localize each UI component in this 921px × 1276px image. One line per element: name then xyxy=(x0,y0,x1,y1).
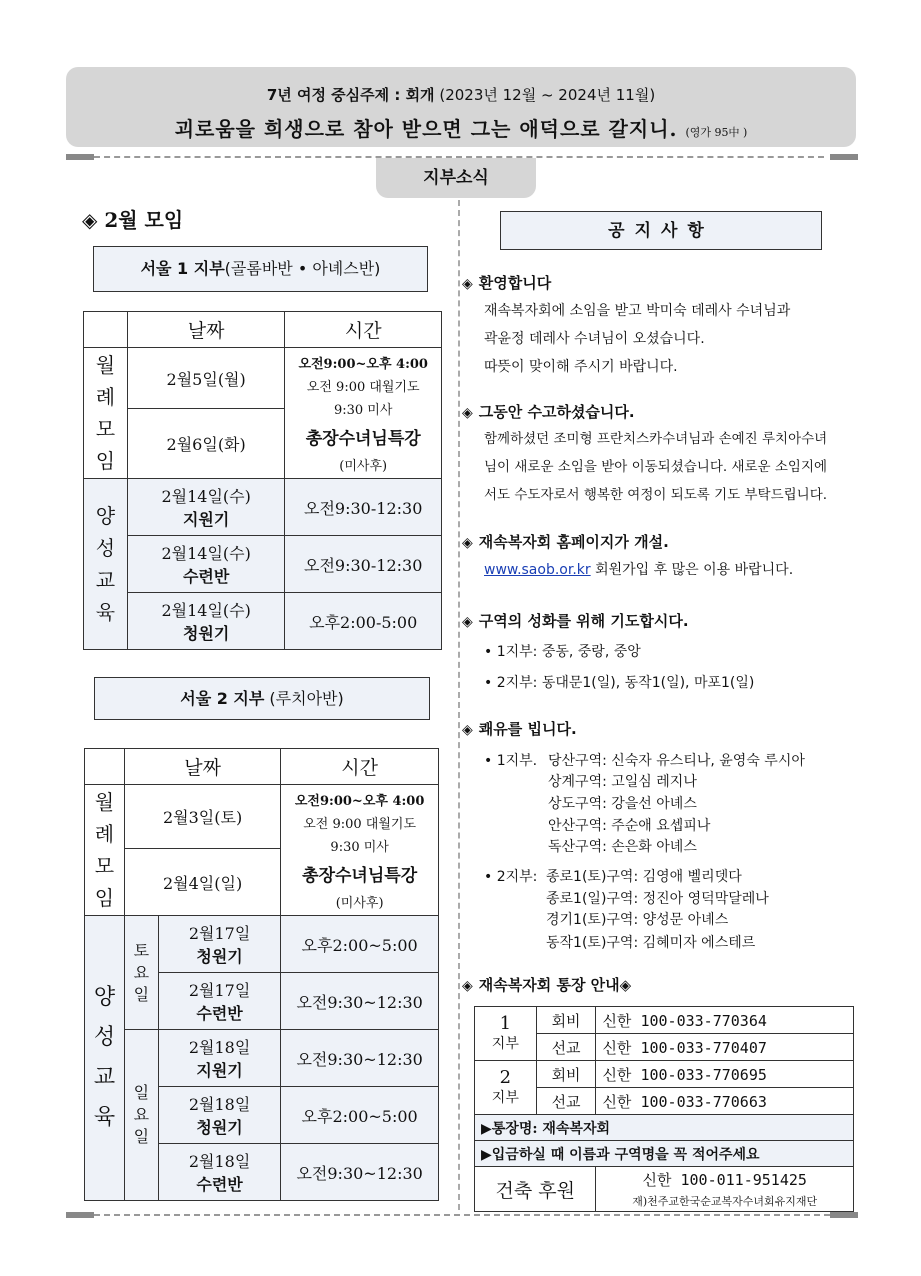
quote-ref: (영가 95中 ) xyxy=(685,126,748,139)
thanks-title: ◈ 그동안 수고하셨습니다. xyxy=(462,403,635,421)
edu-time: 오후2:00~5:00 xyxy=(281,1087,439,1144)
notice-title: 공지사항 xyxy=(500,211,822,250)
welcome-line: 재속복자회에 소임을 받고 박미숙 데레사 수녀님과 xyxy=(484,303,791,319)
monthly-date: 2월5일(월) xyxy=(127,348,285,409)
homepage-line xyxy=(484,556,793,584)
bank-type: 선교 xyxy=(536,1088,596,1115)
rule-cap-right xyxy=(830,154,858,160)
column-divider xyxy=(458,200,460,1210)
edu-time: 오전9:30-12:30 xyxy=(285,479,442,536)
col-date: 날짜 xyxy=(124,749,280,785)
welcome-line: 곽윤정 데레사 수녀님이 오셨습니다. xyxy=(484,331,705,347)
edu-time: 오전9:30~12:30 xyxy=(281,1030,439,1087)
edu-time: 오후2:00~5:00 xyxy=(281,916,439,973)
edu-date-cell: 2월14일(수) 청원기 xyxy=(127,593,285,650)
seoul1-title-rest: (골롬바반 • 아녜스반) xyxy=(224,259,381,278)
edu-date-cell: 2월17일 수련반 xyxy=(158,973,280,1030)
header-banner xyxy=(66,67,856,147)
corner-cell xyxy=(85,749,125,785)
monthly-date: 2월4일(일) xyxy=(124,849,280,916)
edu-time: 오전9:30~12:30 xyxy=(281,973,439,1030)
welcome-line: 따뜻이 맞이해 주시기 바랍니다. xyxy=(484,359,678,375)
edu-date-cell: 2월14일(수) 지원기 xyxy=(127,479,285,536)
diamond-icon: ◈ xyxy=(462,614,473,630)
diamond-icon: ◈ xyxy=(462,535,473,551)
thanks-line: 님이 새로운 소임을 받아 이동되셨습니다. 새로운 소임지에 xyxy=(484,459,828,475)
branch1-cell: 1 지부 xyxy=(475,1007,537,1061)
rule-cap-right xyxy=(830,1212,858,1218)
bank-title: ◈ 재속복자회 통장 안내◈ xyxy=(462,976,632,994)
account-name: ▶통장명: 재속복자회 xyxy=(475,1115,854,1141)
edu-date-cell: 2월18일 수련반 xyxy=(158,1144,280,1201)
diamond-icon: ◈ xyxy=(462,722,473,738)
recovery-item: 종로1(토)구역: 김영애 벨리뎃다 xyxy=(546,869,742,885)
thanks-line: 함께하셨던 조미형 프란치스카수녀님과 손예진 루치아수녀 xyxy=(484,431,828,447)
seoul2-title: 서울 2 지부 xyxy=(180,689,265,708)
edu-time: 오전9:30-12:30 xyxy=(285,536,442,593)
recovery-item: 상계구역: 고일심 레지나 xyxy=(548,774,697,790)
bank-account: 신한 100-033-770663 xyxy=(596,1088,854,1115)
recovery-branch1-label: • 1지부. xyxy=(484,753,538,769)
welcome-title: ◈ 환영합니다 xyxy=(462,274,552,292)
bank-account: 신한 100-033-770364 xyxy=(596,1007,854,1034)
homepage-link[interactable]: www.saob.or.kr xyxy=(484,562,591,578)
month-title: ◈ 2월 모임 xyxy=(82,208,184,232)
thanks-line: 서도 수도자로서 행복한 여정이 되도록 기도 부탁드립니다. xyxy=(484,487,828,503)
recovery-item: 안산구역: 주순애 요셉피나 xyxy=(548,818,711,834)
edu-date-cell: 2월18일 청원기 xyxy=(158,1087,280,1144)
recovery-item: 당산구역: 신숙자 유스티나, 윤영숙 루시아 xyxy=(548,753,805,769)
diamond-icon: ◈ xyxy=(462,978,473,994)
monthly-label: 월례모임 xyxy=(85,785,125,916)
homepage-rest: 회원가입 후 많은 이용 바랍니다. xyxy=(590,562,794,578)
monthly-time: 오전9:00~오후 4:00 오전 9:00 대월기도 9:30 미사 총장수녀님특강 (미사후) xyxy=(285,348,442,479)
monthly-date: 2월6일(화) xyxy=(127,409,285,479)
deposit-note: ▶입금하실 때 이름과 구역명을 꼭 적어주세요 xyxy=(475,1141,854,1167)
col-time: 시간 xyxy=(285,312,442,348)
theme-label: 7년 여정 중심주제 : 회개 xyxy=(266,86,435,104)
bank-account: 신한 100-033-770407 xyxy=(596,1034,854,1061)
sat-label: 토요일 xyxy=(124,916,158,1030)
recovery-item: 경기1(토)구역: 양성문 아녜스 xyxy=(546,912,729,928)
diamond-icon: ◈ xyxy=(462,276,473,292)
bank-account: 신한 100-033-770695 xyxy=(596,1061,854,1088)
bottom-divider xyxy=(94,1214,830,1216)
edu-label: 양성교육 xyxy=(84,479,128,650)
bank-type: 선교 xyxy=(536,1034,596,1061)
theme-period: (2023년 12월 ~ 2024년 11월) xyxy=(439,86,656,104)
recovery-item: 동작1(토)구역: 김혜미자 에스테르 xyxy=(546,935,756,951)
quote-line xyxy=(66,113,856,142)
prayer-item: • 1지부: 중동, 중랑, 중앙 xyxy=(484,644,641,660)
edu-time: 오전9:30~12:30 xyxy=(281,1144,439,1201)
monthly-date: 2월3일(토) xyxy=(124,785,280,849)
edu-date-cell: 2월14일(수) 수련반 xyxy=(127,536,285,593)
prayer-title: ◈ 구역의 성화를 위해 기도합시다. xyxy=(462,612,689,630)
seoul1-title-box xyxy=(93,246,428,292)
branch2-cell: 2 지부 xyxy=(475,1061,537,1115)
col-date: 날짜 xyxy=(127,312,285,348)
recovery-item: 상도구역: 강을선 아녜스 xyxy=(548,796,697,812)
prayer-item: • 2지부: 동대문1(일), 동작1(일), 마포1(일) xyxy=(484,675,755,691)
homepage-title: ◈ 재속복자회 홈페이지가 개설. xyxy=(462,533,669,551)
theme-line xyxy=(66,84,856,105)
rule-cap-left xyxy=(66,1212,94,1218)
corner-cell xyxy=(84,312,128,348)
seoul2-title-box xyxy=(94,677,430,720)
recovery-title: ◈ 쾌유를 빕니다. xyxy=(462,720,577,738)
edu-time: 오후2:00-5:00 xyxy=(285,593,442,650)
rule-cap-left xyxy=(66,154,94,160)
bank-type: 회비 xyxy=(536,1061,596,1088)
building-cell: 신한 100-011-951425 재)천주교한국순교복자수녀회유지재단 xyxy=(596,1167,854,1212)
diamond-icon: ◈ xyxy=(462,405,473,421)
monthly-time: 오전9:00~오후 4:00 오전 9:00 대월기도 9:30 미사 총장수녀님특강 (미사후) xyxy=(281,785,439,916)
seoul1-title: 서울 1 지부 xyxy=(140,259,225,278)
bank-type: 회비 xyxy=(536,1007,596,1034)
edu-label: 양성교육 xyxy=(85,916,125,1201)
recovery-branch2-label: • 2지부: xyxy=(484,869,538,885)
quote-text: 괴로움을 희생으로 참아 받으면 그는 애덕으로 갈지니. xyxy=(174,117,678,141)
edu-date-cell: 2월17일 청원기 xyxy=(158,916,280,973)
bank-table xyxy=(474,1006,854,1212)
edu-date-cell: 2월18일 지원기 xyxy=(158,1030,280,1087)
col-time: 시간 xyxy=(281,749,439,785)
seoul2-table xyxy=(84,748,439,1201)
sun-label: 일요일 xyxy=(124,1030,158,1201)
building-label: 건축 후원 xyxy=(475,1167,596,1212)
monthly-label: 월례모임 xyxy=(84,348,128,479)
seoul1-table xyxy=(83,311,442,650)
seoul2-title-rest: (루치아반) xyxy=(264,689,344,708)
recovery-item: 독산구역: 손은화 아녜스 xyxy=(548,839,697,855)
section-tab: 지부소식 xyxy=(376,158,536,198)
recovery-item: 종로1(일)구역: 정진아 영덕막달레나 xyxy=(546,891,769,907)
